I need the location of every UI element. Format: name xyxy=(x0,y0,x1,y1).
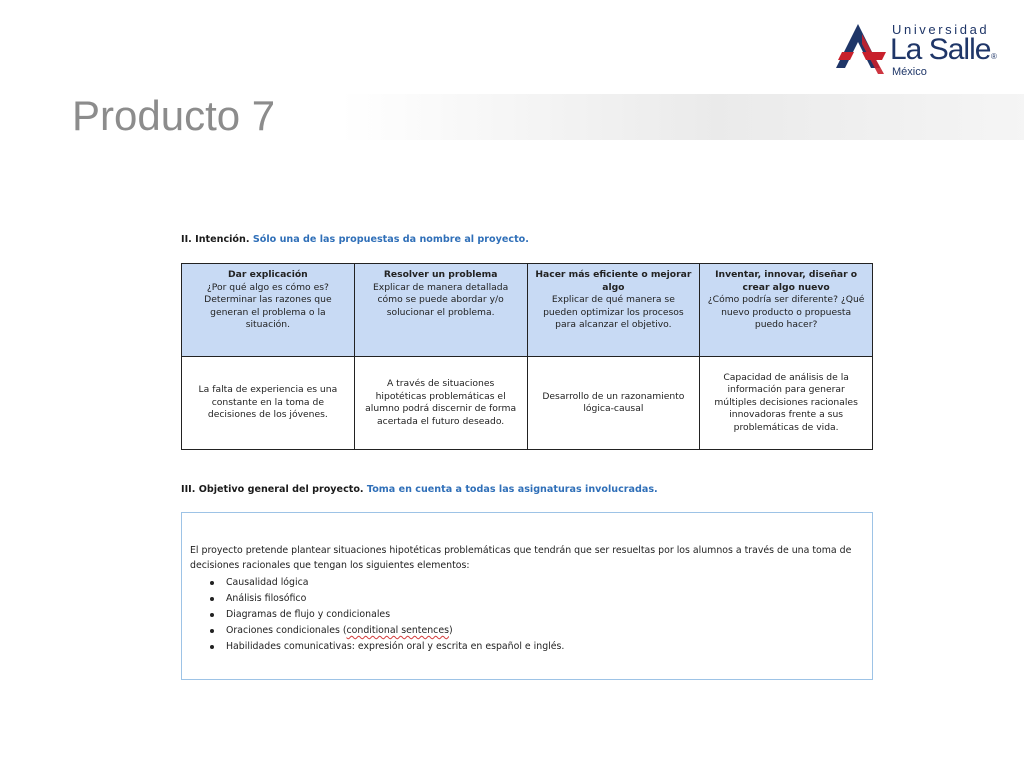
section-intention-label: II. Intención. xyxy=(181,234,250,245)
list-item xyxy=(190,623,862,639)
logo-lasalle-text: La Salle xyxy=(890,33,991,66)
intention-header-title: Resolver un problema xyxy=(383,269,498,280)
intention-header-description: ¿Por qué algo es cómo es? Determinar las razones que generan el problema o la situación. xyxy=(204,281,332,330)
logo-registered-mark: ® xyxy=(991,52,997,61)
la-salle-star-icon xyxy=(836,22,890,74)
intention-header-cell xyxy=(527,264,700,357)
section-intention-heading xyxy=(181,234,529,245)
intention-header-description: ¿Cómo podría ser diferente? ¿Qué nuevo producto o propuesta puedo hacer? xyxy=(707,294,865,330)
intention-header-cell xyxy=(700,264,873,357)
intention-header-title: Dar explicación xyxy=(228,269,308,280)
list-item: Causalidad lógica xyxy=(190,575,862,591)
intention-content-cell: Desarrollo de un razonamiento lógica-causal xyxy=(527,357,700,450)
section-objective-label: III. Objetivo general del proyecto. xyxy=(181,484,364,495)
logo-universidad-text: Universidad xyxy=(892,22,990,37)
university-logo xyxy=(836,20,1006,80)
intention-header-cell xyxy=(182,264,355,357)
spellcheck-flagged-text: conditional sentences xyxy=(346,625,449,636)
list-item: Diagramas de flujo y condicionales xyxy=(190,607,862,623)
intention-table-content-row xyxy=(182,357,873,450)
intention-table-header-row xyxy=(182,264,873,357)
section-objective-note: Toma en cuenta a todas las asignaturas involucradas. xyxy=(366,484,658,495)
intention-header-title: Inventar, innovar, diseñar o crear algo nuevo xyxy=(715,269,858,293)
objective-text-box xyxy=(181,512,873,680)
header-gradient-band xyxy=(340,94,1024,140)
slide-title: Producto 7 xyxy=(72,92,276,139)
intention-content-cell: A través de situaciones hipotéticas problemáticas el alumno podrá discernir de forma acertada el futuro deseado. xyxy=(354,357,527,450)
section-objective-heading xyxy=(181,484,658,495)
objective-intro-text: El proyecto pretende plantear situaciones hipotéticas problemáticas que tendrán que ser resueltas por los alumnos a través de una toma de decisiones racionales que tengan los siguientes elementos: xyxy=(190,545,852,571)
intention-header-title: Hacer más eficiente o mejorar algo xyxy=(535,269,692,293)
list-item: Análisis filosófico xyxy=(190,591,862,607)
intention-header-description: Explicar de manera detallada cómo se puede abordar y/o solucionar el problema. xyxy=(372,281,509,318)
list-item-text: Oraciones condicionales ( xyxy=(226,625,347,636)
objective-element-list xyxy=(190,575,862,655)
list-item-close-paren: ) xyxy=(448,625,453,636)
intention-header-description: Explicar de qué manera se pueden optimizar los procesos para alcanzar el objetivo. xyxy=(543,294,684,330)
section-intention-note: Sólo una de las propuestas da nombre al proyecto. xyxy=(252,234,529,245)
logo-country-text: México xyxy=(892,66,927,78)
intention-content-cell: La falta de experiencia es una constante en la toma de decisiones de los jóvenes. xyxy=(182,357,355,450)
intention-header-cell xyxy=(354,264,527,357)
list-item: Habilidades comunicativas: expresión oral y escrita en español e inglés. xyxy=(190,639,862,655)
intention-content-cell: Capacidad de análisis de la información para generar múltiples decisiones racionales innovadoras frente a sus problemáticas de vida. xyxy=(700,357,873,450)
intention-table xyxy=(181,263,873,450)
